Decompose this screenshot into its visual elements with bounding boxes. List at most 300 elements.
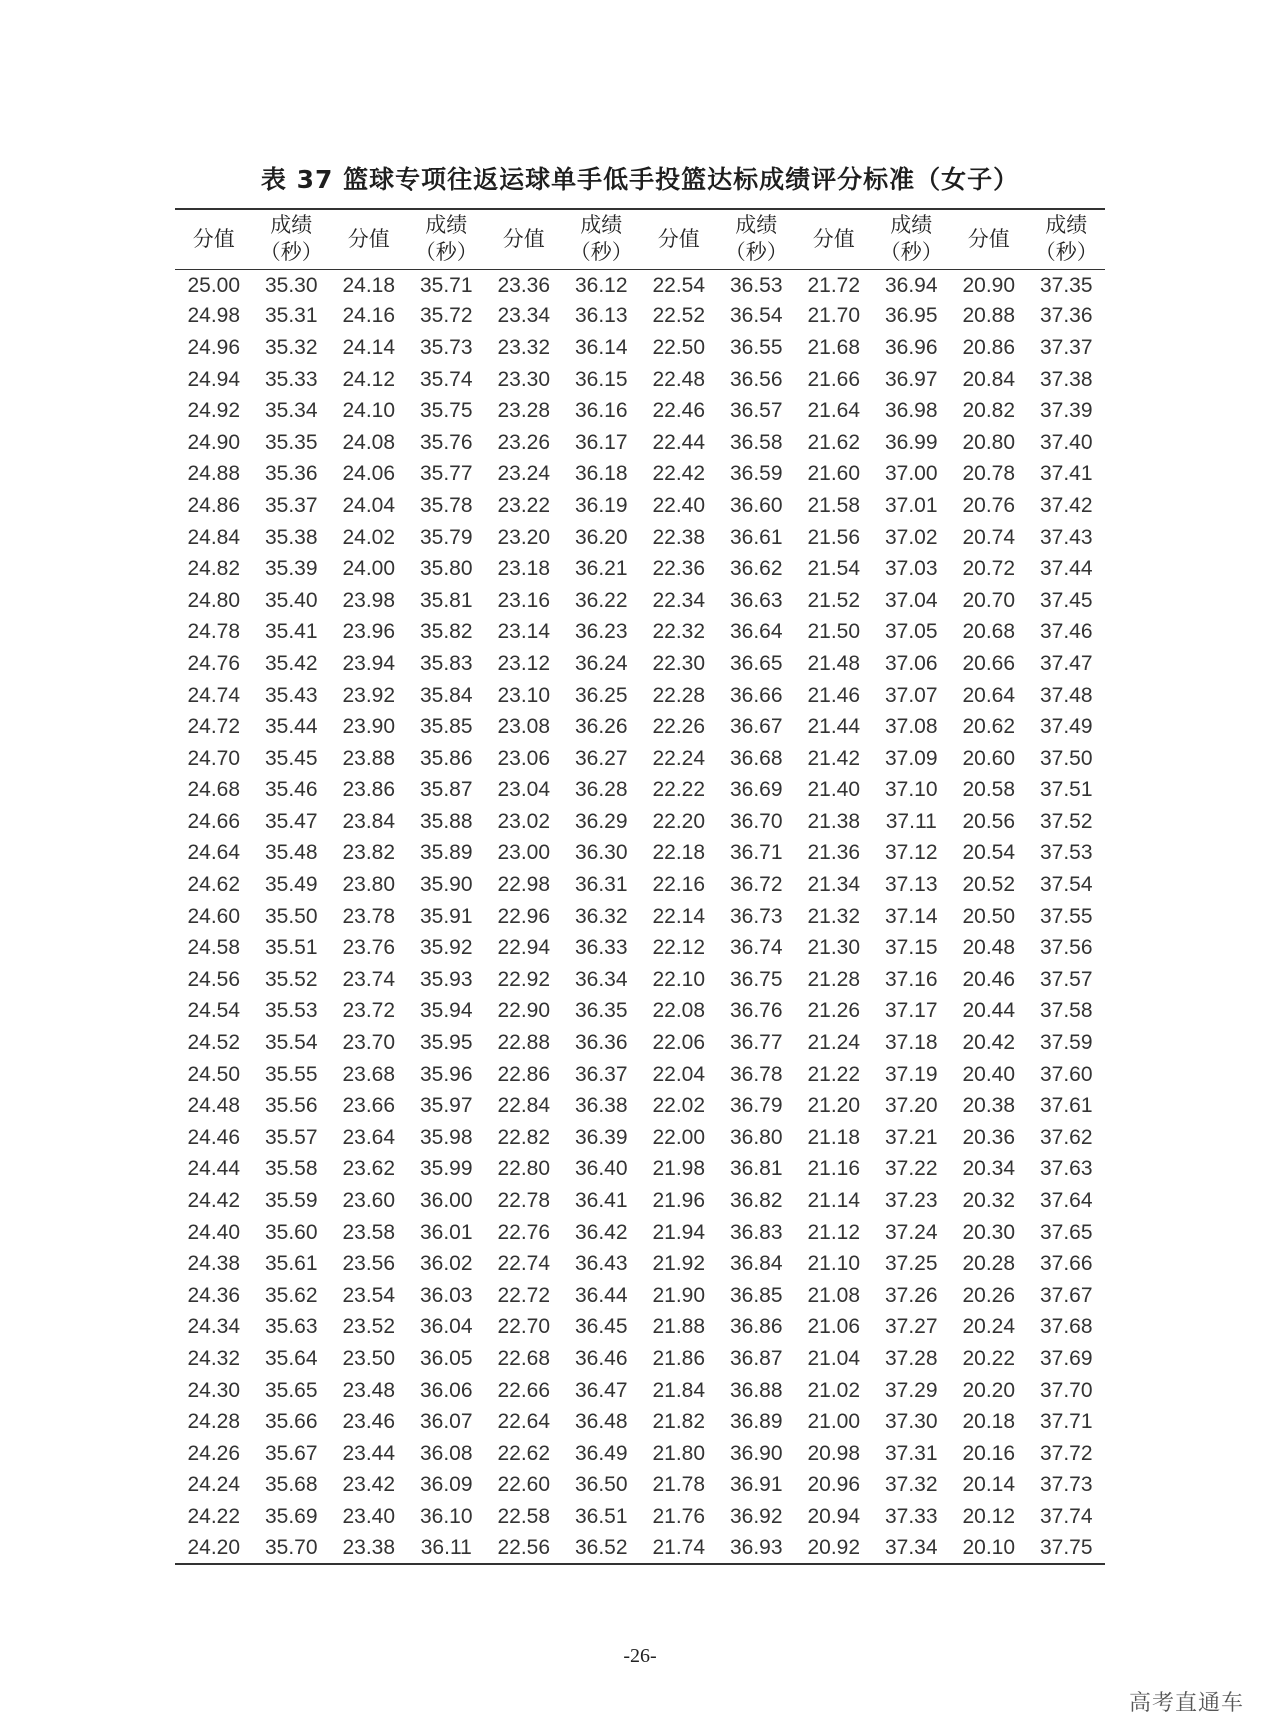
result-cell: 37.29 xyxy=(884,1378,938,1402)
result-cell: 36.11 xyxy=(420,1536,472,1560)
score-cell: 20.28 xyxy=(962,1252,1016,1276)
score-cell: 23.98 xyxy=(342,588,396,612)
result-cell: 36.05 xyxy=(419,1346,473,1370)
result-cell: 36.41 xyxy=(574,1189,628,1213)
score-cell: 23.46 xyxy=(342,1410,396,1434)
score-cell: 24.40 xyxy=(187,1220,241,1244)
score-cell: 20.90 xyxy=(962,274,1016,298)
score-cell: 20.38 xyxy=(962,1094,1016,1118)
score-cell: 24.50 xyxy=(187,1062,241,1086)
result-cell: 35.98 xyxy=(419,1125,473,1149)
score-cell: 23.60 xyxy=(342,1189,396,1213)
header-score: 分值 xyxy=(347,226,390,251)
score-cell: 24.08 xyxy=(342,430,396,454)
result-cell: 37.72 xyxy=(1039,1441,1093,1465)
score-cell: 20.46 xyxy=(962,967,1016,991)
result-cell: 36.64 xyxy=(729,620,783,644)
score-cell: 22.48 xyxy=(652,367,706,391)
score-cell: 20.88 xyxy=(962,304,1016,328)
result-cell: 36.88 xyxy=(729,1378,783,1402)
result-cell: 37.38 xyxy=(1039,367,1093,391)
score-cell: 23.52 xyxy=(342,1315,396,1339)
table-row xyxy=(175,1122,1105,1154)
table-row xyxy=(175,490,1105,522)
score-cell: 23.66 xyxy=(342,1094,396,1118)
result-cell: 37.31 xyxy=(884,1441,938,1465)
result-cell: 36.35 xyxy=(574,999,628,1023)
score-cell: 24.80 xyxy=(187,588,241,612)
result-cell: 35.51 xyxy=(264,936,318,960)
result-cell: 35.37 xyxy=(264,493,318,517)
score-cell: 22.84 xyxy=(497,1094,551,1118)
score-cell: 20.32 xyxy=(962,1189,1016,1213)
result-cell: 37.59 xyxy=(1039,1031,1093,1055)
score-cell: 24.42 xyxy=(187,1189,241,1213)
result-cell: 36.51 xyxy=(574,1504,628,1528)
result-cell: 35.64 xyxy=(264,1346,318,1370)
score-cell: 22.58 xyxy=(497,1504,551,1528)
score-cell: 22.16 xyxy=(652,873,706,897)
score-cell: 20.42 xyxy=(962,1031,1016,1055)
score-cell: 23.70 xyxy=(342,1031,396,1055)
result-cell: 37.06 xyxy=(884,651,938,675)
table-row xyxy=(175,1343,1105,1375)
score-cell: 23.48 xyxy=(342,1378,396,1402)
score-cell: 23.90 xyxy=(342,715,396,739)
score-cell: 22.78 xyxy=(497,1189,551,1213)
result-cell: 35.66 xyxy=(264,1410,318,1434)
score-cell: 20.50 xyxy=(962,904,1016,928)
score-cell: 23.18 xyxy=(497,557,551,581)
table-row xyxy=(175,1312,1105,1344)
table-row xyxy=(175,427,1105,459)
result-cell: 35.71 xyxy=(419,274,473,298)
result-cell: 35.83 xyxy=(419,651,473,675)
result-cell: 35.97 xyxy=(419,1094,473,1118)
score-cell: 22.98 xyxy=(497,873,551,897)
result-cell: 37.54 xyxy=(1039,873,1093,897)
result-cell: 35.46 xyxy=(264,778,318,802)
result-cell: 36.07 xyxy=(419,1410,473,1434)
score-cell: 23.24 xyxy=(497,462,551,486)
score-cell: 24.60 xyxy=(187,904,241,928)
score-cell: 23.06 xyxy=(497,746,551,770)
result-cell: 36.85 xyxy=(729,1283,783,1307)
score-cell: 21.30 xyxy=(807,936,861,960)
table-row xyxy=(175,743,1105,775)
result-cell: 36.87 xyxy=(729,1346,783,1370)
result-cell: 37.14 xyxy=(884,904,938,928)
score-cell: 24.28 xyxy=(187,1410,241,1434)
result-cell: 36.23 xyxy=(574,620,628,644)
score-cell: 21.28 xyxy=(807,967,861,991)
result-cell: 35.91 xyxy=(419,904,473,928)
score-cell: 22.74 xyxy=(497,1252,551,1276)
result-cell: 37.02 xyxy=(884,525,938,549)
score-cell: 24.76 xyxy=(187,651,241,675)
score-cell: 22.42 xyxy=(652,462,706,486)
result-cell: 35.48 xyxy=(264,841,318,865)
score-cell: 20.84 xyxy=(962,367,1016,391)
score-cell: 23.20 xyxy=(497,525,551,549)
result-cell: 37.23 xyxy=(884,1189,938,1213)
result-cell: 36.32 xyxy=(574,904,628,928)
header-result-unit: （秒） xyxy=(724,240,788,265)
result-cell: 36.46 xyxy=(574,1346,628,1370)
score-cell: 24.62 xyxy=(187,873,241,897)
page-number: -26- xyxy=(623,1645,657,1667)
score-cell: 20.52 xyxy=(962,873,1016,897)
result-cell: 35.90 xyxy=(419,873,473,897)
table-row xyxy=(175,901,1105,933)
score-cell: 23.08 xyxy=(497,715,551,739)
score-cell: 21.46 xyxy=(807,683,861,707)
header-result-unit: （秒） xyxy=(259,240,323,265)
result-cell: 36.37 xyxy=(574,1062,628,1086)
score-cell: 21.82 xyxy=(652,1410,706,1434)
score-cell: 23.14 xyxy=(497,620,551,644)
result-cell: 37.74 xyxy=(1039,1504,1093,1528)
result-cell: 36.47 xyxy=(574,1378,628,1402)
result-cell: 36.76 xyxy=(729,999,783,1023)
result-cell: 36.96 xyxy=(884,335,938,359)
table-row xyxy=(175,711,1105,743)
table-row xyxy=(175,1280,1105,1312)
result-cell: 36.24 xyxy=(574,651,628,675)
score-cell: 21.54 xyxy=(807,557,861,581)
header-result xyxy=(563,209,641,269)
result-cell: 36.49 xyxy=(574,1441,628,1465)
score-cell: 22.82 xyxy=(497,1125,551,1149)
header-result-unit: （秒） xyxy=(1034,240,1098,265)
result-cell: 37.61 xyxy=(1039,1094,1093,1118)
result-cell: 35.70 xyxy=(264,1536,318,1560)
header-result-unit: （秒） xyxy=(879,240,943,265)
header-result xyxy=(873,209,951,269)
score-cell: 22.76 xyxy=(497,1220,551,1244)
score-cell: 22.44 xyxy=(652,430,706,454)
result-cell: 36.65 xyxy=(729,651,783,675)
result-cell: 37.50 xyxy=(1039,746,1093,770)
score-cell: 20.86 xyxy=(962,335,1016,359)
score-cell: 22.52 xyxy=(652,304,706,328)
score-cell: 22.14 xyxy=(652,904,706,928)
score-cell: 22.68 xyxy=(497,1346,551,1370)
table-row xyxy=(175,648,1105,680)
score-cell: 21.92 xyxy=(652,1252,706,1276)
result-cell: 36.27 xyxy=(574,746,628,770)
header-result-label: 成绩 xyxy=(270,213,313,238)
header-result-label: 成绩 xyxy=(735,213,778,238)
result-cell: 37.69 xyxy=(1039,1346,1093,1370)
result-cell: 35.94 xyxy=(419,999,473,1023)
result-cell: 35.52 xyxy=(264,967,318,991)
result-cell: 37.51 xyxy=(1039,778,1093,802)
score-cell: 20.22 xyxy=(962,1346,1016,1370)
score-cell: 23.74 xyxy=(342,967,396,991)
score-cell: 24.02 xyxy=(342,525,396,549)
score-cell: 20.54 xyxy=(962,841,1016,865)
score-cell: 21.98 xyxy=(652,1157,706,1181)
result-cell: 36.89 xyxy=(729,1410,783,1434)
score-cell: 22.30 xyxy=(652,651,706,675)
result-cell: 37.01 xyxy=(884,493,938,517)
result-cell: 37.64 xyxy=(1039,1189,1093,1213)
score-cell: 24.00 xyxy=(342,557,396,581)
result-cell: 37.16 xyxy=(884,967,938,991)
result-cell: 37.41 xyxy=(1039,462,1093,486)
score-cell: 21.62 xyxy=(807,430,861,454)
result-cell: 35.65 xyxy=(264,1378,318,1402)
result-cell: 37.71 xyxy=(1039,1410,1093,1434)
result-cell: 36.22 xyxy=(574,588,628,612)
score-cell: 23.32 xyxy=(497,335,551,359)
result-cell: 37.37 xyxy=(1039,335,1093,359)
score-cell: 22.04 xyxy=(652,1062,706,1086)
score-cell: 21.50 xyxy=(807,620,861,644)
result-cell: 35.99 xyxy=(419,1157,473,1181)
score-cell: 24.36 xyxy=(187,1283,241,1307)
result-cell: 36.60 xyxy=(729,493,783,517)
result-cell: 35.89 xyxy=(419,841,473,865)
score-cell: 23.92 xyxy=(342,683,396,707)
result-cell: 37.12 xyxy=(884,841,938,865)
result-cell: 36.61 xyxy=(729,525,783,549)
result-cell: 37.17 xyxy=(884,999,938,1023)
score-cell: 23.30 xyxy=(497,367,551,391)
score-cell: 22.24 xyxy=(652,746,706,770)
result-cell: 37.28 xyxy=(884,1346,938,1370)
result-cell: 37.42 xyxy=(1039,493,1093,517)
score-cell: 21.38 xyxy=(807,809,861,833)
score-cell: 20.66 xyxy=(962,651,1016,675)
score-cell: 21.14 xyxy=(807,1189,861,1213)
result-cell: 37.63 xyxy=(1039,1157,1093,1181)
result-cell: 37.09 xyxy=(884,746,938,770)
result-cell: 37.40 xyxy=(1039,430,1093,454)
result-cell: 36.84 xyxy=(729,1252,783,1276)
result-cell: 35.84 xyxy=(419,683,473,707)
result-cell: 36.12 xyxy=(574,274,628,298)
result-cell: 35.68 xyxy=(264,1473,318,1497)
score-cell: 20.40 xyxy=(962,1062,1016,1086)
score-cell: 23.68 xyxy=(342,1062,396,1086)
score-cell: 24.94 xyxy=(187,367,241,391)
table-body xyxy=(175,269,1105,1564)
result-cell: 36.36 xyxy=(574,1031,628,1055)
result-cell: 36.28 xyxy=(574,778,628,802)
result-cell: 36.25 xyxy=(574,683,628,707)
score-cell: 24.32 xyxy=(187,1346,241,1370)
score-cell: 22.86 xyxy=(497,1062,551,1086)
result-cell: 37.05 xyxy=(884,620,938,644)
table-row xyxy=(175,869,1105,901)
score-cell: 22.00 xyxy=(652,1125,706,1149)
result-cell: 37.73 xyxy=(1039,1473,1093,1497)
result-cell: 35.36 xyxy=(264,462,318,486)
result-cell: 35.81 xyxy=(419,588,473,612)
score-cell: 24.88 xyxy=(187,462,241,486)
result-cell: 35.82 xyxy=(419,620,473,644)
result-cell: 36.20 xyxy=(574,525,628,549)
result-cell: 36.01 xyxy=(419,1220,473,1244)
result-cell: 37.27 xyxy=(884,1315,938,1339)
result-cell: 36.71 xyxy=(729,841,783,865)
result-cell: 36.82 xyxy=(729,1189,783,1213)
score-cell: 21.20 xyxy=(807,1094,861,1118)
result-cell: 36.90 xyxy=(729,1441,783,1465)
result-cell: 36.77 xyxy=(729,1031,783,1055)
result-cell: 37.68 xyxy=(1039,1315,1093,1339)
score-cell: 21.32 xyxy=(807,904,861,928)
result-cell: 35.93 xyxy=(419,967,473,991)
result-cell: 36.30 xyxy=(574,841,628,865)
result-cell: 36.21 xyxy=(574,557,628,581)
result-cell: 37.26 xyxy=(884,1283,938,1307)
score-cell: 23.82 xyxy=(342,841,396,865)
score-cell: 20.48 xyxy=(962,936,1016,960)
table-row xyxy=(175,1090,1105,1122)
result-cell: 35.60 xyxy=(264,1220,318,1244)
result-cell: 36.48 xyxy=(574,1410,628,1434)
result-cell: 35.54 xyxy=(264,1031,318,1055)
score-cell: 21.96 xyxy=(652,1189,706,1213)
score-cell: 21.80 xyxy=(652,1441,706,1465)
score-cell: 21.16 xyxy=(807,1157,861,1181)
table-row xyxy=(175,1027,1105,1059)
score-cell: 24.12 xyxy=(342,367,396,391)
result-cell: 35.38 xyxy=(264,525,318,549)
result-cell: 35.57 xyxy=(264,1125,318,1149)
header-result-unit: （秒） xyxy=(569,240,633,265)
result-cell: 35.31 xyxy=(264,304,318,328)
table-row xyxy=(175,775,1105,807)
score-cell: 21.72 xyxy=(807,274,861,298)
result-cell: 37.47 xyxy=(1039,651,1093,675)
score-cell: 21.10 xyxy=(807,1252,861,1276)
score-cell: 23.78 xyxy=(342,904,396,928)
score-cell: 22.10 xyxy=(652,967,706,991)
score-cell: 24.66 xyxy=(187,809,241,833)
table-title: 表 37 篮球专项往返运球单手低手投篮达标成绩评分标准（女子） xyxy=(260,165,1020,194)
result-cell: 36.45 xyxy=(574,1315,628,1339)
score-cell: 21.68 xyxy=(807,335,861,359)
result-cell: 35.30 xyxy=(264,274,318,298)
score-cell: 23.44 xyxy=(342,1441,396,1465)
result-cell: 36.97 xyxy=(884,367,938,391)
score-cell: 22.40 xyxy=(652,493,706,517)
score-cell: 22.38 xyxy=(652,525,706,549)
result-cell: 37.24 xyxy=(884,1220,938,1244)
score-cell: 22.70 xyxy=(497,1315,551,1339)
table-row xyxy=(175,1154,1105,1186)
result-cell: 37.30 xyxy=(884,1410,938,1434)
score-cell: 24.90 xyxy=(187,430,241,454)
result-cell: 37.08 xyxy=(884,715,938,739)
result-cell: 35.79 xyxy=(419,525,473,549)
result-cell: 36.31 xyxy=(574,873,628,897)
result-cell: 36.91 xyxy=(729,1473,783,1497)
score-cell: 20.78 xyxy=(962,462,1016,486)
result-cell: 37.33 xyxy=(884,1504,938,1528)
header-result-label: 成绩 xyxy=(890,213,933,238)
header-result-label: 成绩 xyxy=(1045,213,1088,238)
result-cell: 37.46 xyxy=(1039,620,1093,644)
score-cell: 24.72 xyxy=(187,715,241,739)
score-cell: 21.70 xyxy=(807,304,861,328)
table-row xyxy=(175,932,1105,964)
result-cell: 37.25 xyxy=(884,1252,938,1276)
score-cell: 23.64 xyxy=(342,1125,396,1149)
result-cell: 35.92 xyxy=(419,936,473,960)
score-cell: 21.74 xyxy=(652,1536,706,1560)
score-cell: 21.56 xyxy=(807,525,861,549)
score-cell: 21.88 xyxy=(652,1315,706,1339)
result-cell: 35.33 xyxy=(264,367,318,391)
score-cell: 22.46 xyxy=(652,399,706,423)
score-cell: 24.98 xyxy=(187,304,241,328)
result-cell: 36.86 xyxy=(729,1315,783,1339)
score-cell: 21.08 xyxy=(807,1283,861,1307)
result-cell: 37.34 xyxy=(884,1536,938,1560)
score-cell: 20.68 xyxy=(962,620,1016,644)
score-cell: 20.64 xyxy=(962,683,1016,707)
score-cell: 24.26 xyxy=(187,1441,241,1465)
result-cell: 35.45 xyxy=(264,746,318,770)
score-cell: 24.44 xyxy=(187,1157,241,1181)
result-cell: 36.62 xyxy=(729,557,783,581)
header-result xyxy=(1028,209,1106,269)
result-cell: 35.63 xyxy=(264,1315,318,1339)
score-cell: 23.40 xyxy=(342,1504,396,1528)
result-cell: 37.13 xyxy=(884,873,938,897)
score-cell: 24.78 xyxy=(187,620,241,644)
header-result xyxy=(253,209,331,269)
score-cell: 22.64 xyxy=(497,1410,551,1434)
result-cell: 35.55 xyxy=(264,1062,318,1086)
result-cell: 36.52 xyxy=(574,1536,628,1560)
score-cell: 24.86 xyxy=(187,493,241,517)
score-cell: 24.56 xyxy=(187,967,241,991)
score-cell: 24.34 xyxy=(187,1315,241,1339)
result-cell: 36.44 xyxy=(574,1283,628,1307)
result-cell: 37.66 xyxy=(1039,1252,1093,1276)
result-cell: 35.72 xyxy=(419,304,473,328)
score-cell: 21.40 xyxy=(807,778,861,802)
score-cell: 21.22 xyxy=(807,1062,861,1086)
score-cell: 21.78 xyxy=(652,1473,706,1497)
result-cell: 36.98 xyxy=(884,399,938,423)
score-cell: 23.22 xyxy=(497,493,551,517)
score-cell: 23.04 xyxy=(497,778,551,802)
result-cell: 37.21 xyxy=(884,1125,938,1149)
score-cell: 21.76 xyxy=(652,1504,706,1528)
score-cell: 23.54 xyxy=(342,1283,396,1307)
score-cell: 21.60 xyxy=(807,462,861,486)
result-cell: 35.39 xyxy=(264,557,318,581)
result-cell: 36.74 xyxy=(729,936,783,960)
score-cell: 24.64 xyxy=(187,841,241,865)
score-cell: 23.84 xyxy=(342,809,396,833)
score-cell: 22.32 xyxy=(652,620,706,644)
result-cell: 36.53 xyxy=(729,274,783,298)
table-row xyxy=(175,269,1105,301)
score-cell: 20.36 xyxy=(962,1125,1016,1149)
score-cell: 22.72 xyxy=(497,1283,551,1307)
result-cell: 36.10 xyxy=(419,1504,473,1528)
table-row xyxy=(175,617,1105,649)
result-cell: 35.44 xyxy=(264,715,318,739)
